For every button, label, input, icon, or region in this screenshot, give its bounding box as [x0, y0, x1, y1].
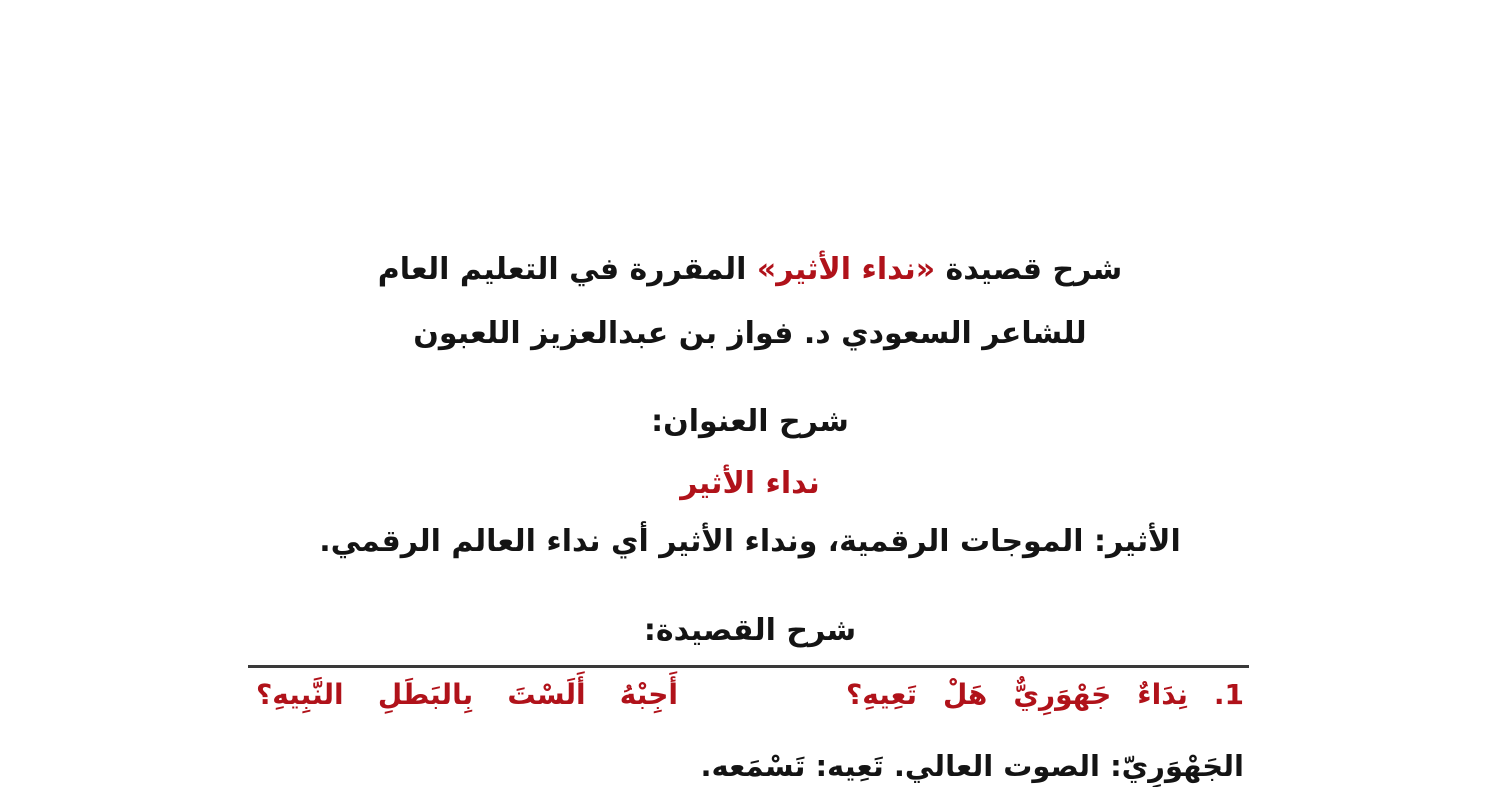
verse-1-hemistich-left [256, 673, 678, 718]
verse-1-hemistich-1-text: نِدَاءٌ جَهْوَرِيٌّ هَلْ تَعِيهِ؟ [846, 678, 1188, 711]
verse-divider-rule [248, 665, 1249, 668]
title-definition: الأثير: الموجات الرقمية، ونداء الأثير أي نداء العالم الرقمي. [319, 524, 1181, 559]
title-explanation-heading: شرح العنوان: [651, 404, 849, 439]
document-title [0, 248, 1500, 292]
verse-1-number: 1. [1213, 678, 1244, 711]
title-poem-name-highlight: «نداء الأثير» [756, 252, 936, 287]
poem-explanation-heading: شرح القصيدة: [643, 613, 857, 648]
verse-1-line [256, 673, 1244, 718]
verse-1-hemistich-2-text: أَجِبْهُ أَلَسْتَ بِالبَطَلِ النَّبِيهِ؟ [256, 678, 678, 711]
verse-1-gloss: الجَهْوَرِيّ: الصوت العالي. تَعِيه: تَسْمَعه. [700, 749, 1244, 783]
verse-1-hemistich-right [846, 673, 1244, 718]
poem-title: نداء الأثير [680, 466, 820, 501]
author-line: للشاعر السعودي د. فواز بن عبدالعزيز اللعبون [413, 316, 1087, 351]
title-suffix: المقررة في التعليم العام [377, 252, 757, 287]
title-prefix: شرح قصيدة [935, 252, 1123, 287]
